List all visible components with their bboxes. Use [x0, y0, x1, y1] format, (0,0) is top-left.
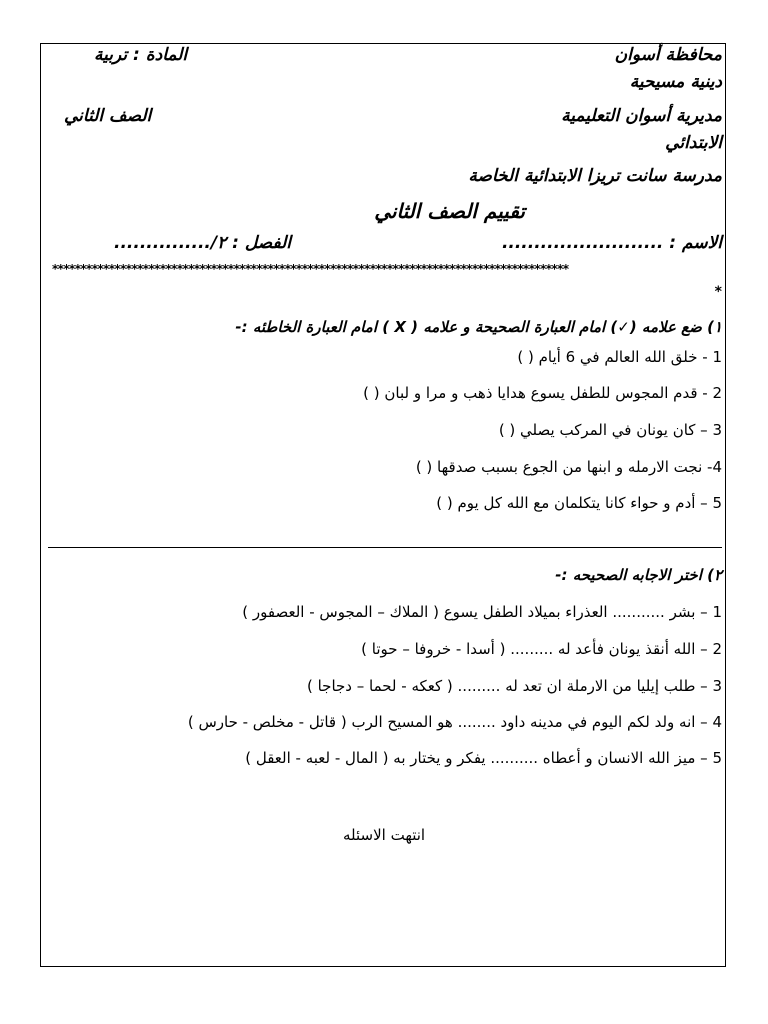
- subject-continued: دينية مسيحية: [629, 72, 722, 92]
- star-separator-tail: *: [714, 284, 722, 300]
- section1-item-4: 4- نجت الارمله و ابنها من الجوع بسبب صدقها ( ): [415, 458, 722, 476]
- governorate: محافظة أسوان: [614, 45, 722, 65]
- section2-item-2: 2 – الله أنقذ يونان فأعد له ......... ( أسدا - خروفا – حوتا ): [361, 640, 722, 658]
- section1-item-2: 2 - قدم المجوس للطفل يسوع هدايا ذهب و مرا و لبان ( ): [363, 384, 722, 402]
- school-name: مدرسة سانت تريزا الابتدائية الخاصة: [468, 166, 722, 186]
- grade: الصف الثاني: [64, 106, 152, 126]
- section1-heading: ١) ضع علامه (✓) امام العبارة الصحيحة و علامه ( X ) امام العبارة الخاطئه :-: [235, 318, 722, 336]
- section-divider: [48, 547, 722, 548]
- exam-title: تقييم الصف الثاني: [374, 199, 525, 223]
- section1-item-5: 5 – أدم و حواء كانا يتكلمان مع الله كل يوم ( ): [436, 494, 722, 512]
- section2-item-3: 3 – طلب إيليا من الارملة ان تعد له ......... ( كعكه - لحما – دجاجا ): [306, 677, 722, 695]
- section2-item-1: 1 – بشر ........... العذراء بميلاد الطفل يسوع ( الملاك – المجوس - العصفور ): [242, 603, 722, 621]
- section2-item-5: 5 – ميز الله الانسان و أعطاه .......... يفكر و يختار به ( المال - لعبه - العقل ): [245, 749, 722, 767]
- section2-item-4: 4 – انه ولد لكم اليوم في مدينه داود ........ هو المسيح الرب ( قاتل - مخلص - حارس ): [187, 713, 722, 731]
- section1-item-1: 1 - خلق الله العالم في 6 أيام ( ): [517, 348, 722, 366]
- end-of-questions: انتهت الاسئله: [343, 826, 426, 844]
- section2-heading: ٢) اختر الاجابه الصحيحه :-: [555, 566, 722, 584]
- grade-continued: الابتدائي: [665, 133, 722, 153]
- subject: المادة : تربية: [94, 45, 188, 65]
- class-field: الفصل : ٢/...............: [114, 233, 291, 253]
- student-name-field: الاسم : .........................: [501, 233, 722, 253]
- star-separator: *******************************************************************************************: [52, 262, 569, 276]
- section1-item-3: 3 – كان يونان في المركب يصلي ( ): [498, 421, 722, 439]
- directorate: مديرية أسوان التعليمية: [561, 106, 722, 126]
